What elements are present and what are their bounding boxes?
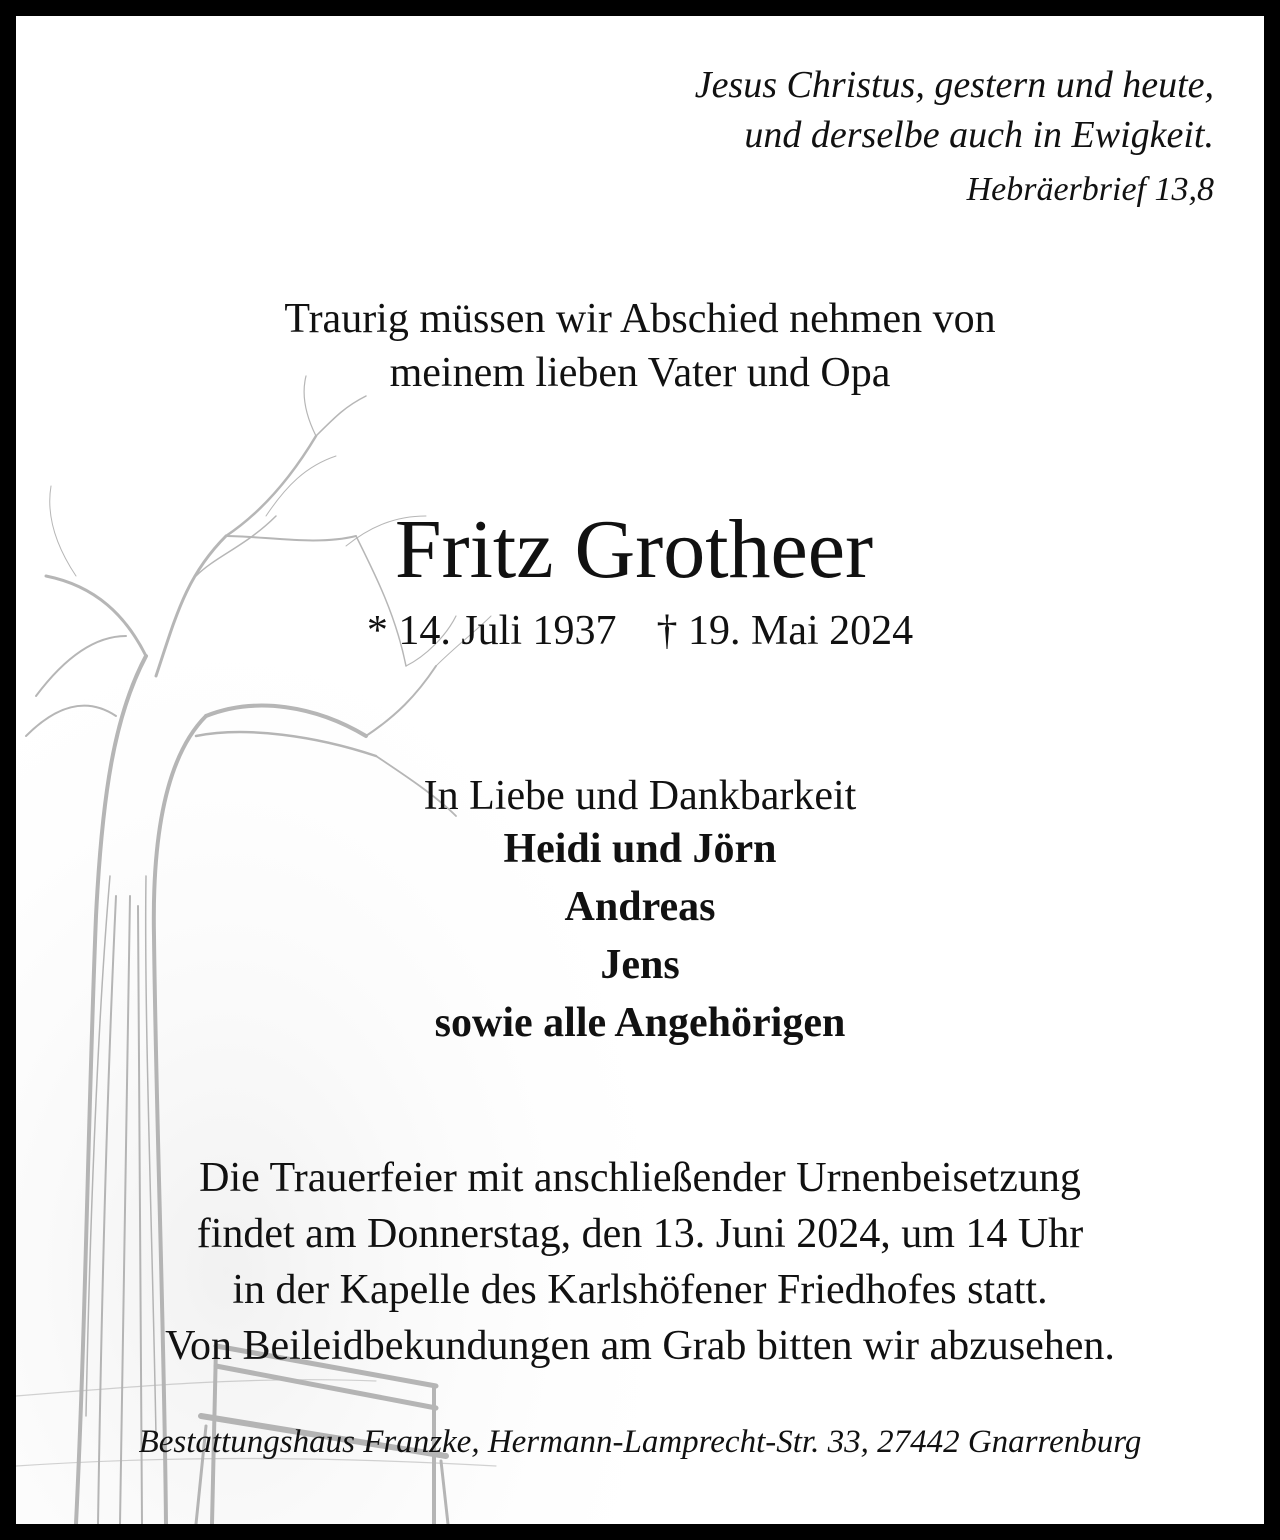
service-line-1: Die Trauerfeier mit anschließender Urnenbeisetzung <box>199 1155 1081 1201</box>
deceased-name: Fritz Grotheer <box>394 503 874 596</box>
mourner-name: sowie alle Angehörigen <box>434 1000 846 1046</box>
service-details <box>16 1150 1264 1318</box>
birth-date: * 14. Juli 1937 <box>366 608 617 654</box>
bible-verse-reference: Hebräerbrief 13,8 <box>966 171 1214 208</box>
mourner-name: Heidi und Jörn <box>503 826 777 872</box>
condolence-note: Von Beileidbekundungen am Grab bitten wir abzusehen. <box>165 1323 1115 1369</box>
intro-line-2: meinem lieben Vater und Opa <box>389 350 891 396</box>
dedication: In Liebe und Dankbarkeit <box>423 773 857 819</box>
intro-text <box>16 292 1264 400</box>
mourner-name: Jens <box>600 942 680 988</box>
bible-verse-line-2: und derselbe auch in Ewigkeit. <box>744 114 1214 156</box>
mourner-name: Andreas <box>564 884 716 930</box>
bible-verse <box>695 60 1214 160</box>
service-line-3: in der Kapelle des Karlshöfener Friedhofes statt. <box>232 1267 1048 1313</box>
funeral-home-footer: Bestattungshaus Franzke, Hermann-Lamprecht-Str. 33, 27442 Gnarrenburg <box>138 1424 1142 1460</box>
obituary-notice <box>16 16 1264 1524</box>
service-line-2: findet am Donnerstag, den 13. Juni 2024, um 14 Uhr <box>196 1211 1084 1257</box>
death-date: † 19. Mai 2024 <box>656 608 914 654</box>
bible-verse-line-1: Jesus Christus, gestern und heute, <box>694 64 1214 106</box>
intro-line-1: Traurig müssen wir Abschied nehmen von <box>284 296 996 342</box>
life-dates <box>16 604 1264 658</box>
